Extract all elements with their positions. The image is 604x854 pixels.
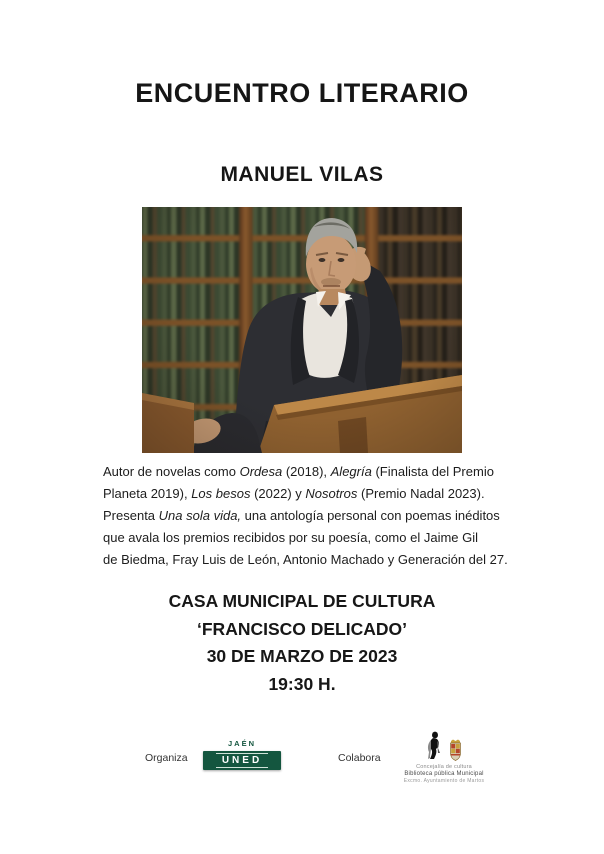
- uned-region-label: JAÉN: [227, 739, 256, 748]
- coat-of-arms-icon: [448, 739, 463, 761]
- author-photo: [142, 207, 462, 453]
- sculpture-figure-icon: [425, 731, 443, 761]
- organiza-label: Organiza: [145, 752, 188, 764]
- uned-logo: [203, 739, 281, 770]
- event-line: ‘FRANCISCO DELICADO’: [197, 618, 407, 639]
- collaborator-logo: [396, 729, 492, 784]
- about-line: Planeta 2019), Los besos (2022) y Nosotros (Premio Nadal 2023).: [103, 486, 485, 501]
- uned-wordmark-text: UNED: [221, 755, 263, 766]
- about-line: Autor de novelas como Ordesa (2018), Alegría (Finalista del Premio: [103, 464, 494, 479]
- about-paragraph: [103, 461, 543, 571]
- about-line: de Biedma, Fray Luis de León, Antonio Machado y Generación del 27.: [103, 552, 508, 567]
- event-details: [0, 588, 604, 698]
- uned-wordmark-icon: [203, 751, 281, 770]
- author-name: MANUEL VILAS: [220, 163, 384, 186]
- collaborator-line2: Biblioteca pública Municipal: [404, 771, 484, 777]
- event-line: 30 DE MARZO DE 2023: [206, 646, 398, 666]
- collaborator-line3: Excmo. Ayuntamiento de Martos: [403, 778, 485, 784]
- collaborator-line1: Concejalía de cultura: [416, 764, 472, 770]
- colabora-label: Colabora: [338, 752, 381, 764]
- photo-vignette: [142, 207, 462, 453]
- about-line: que avala los premios recibidos por su poesía, como el Jaime Gil: [103, 530, 479, 545]
- event-line: 19:30 H.: [268, 673, 336, 694]
- poster-title: ENCUENTRO LITERARIO: [135, 78, 469, 108]
- about-line: Presenta Una sola vida, una antología personal con poemas inéditos: [103, 508, 500, 523]
- event-line: CASA MUNICIPAL DE CULTURA: [168, 591, 436, 611]
